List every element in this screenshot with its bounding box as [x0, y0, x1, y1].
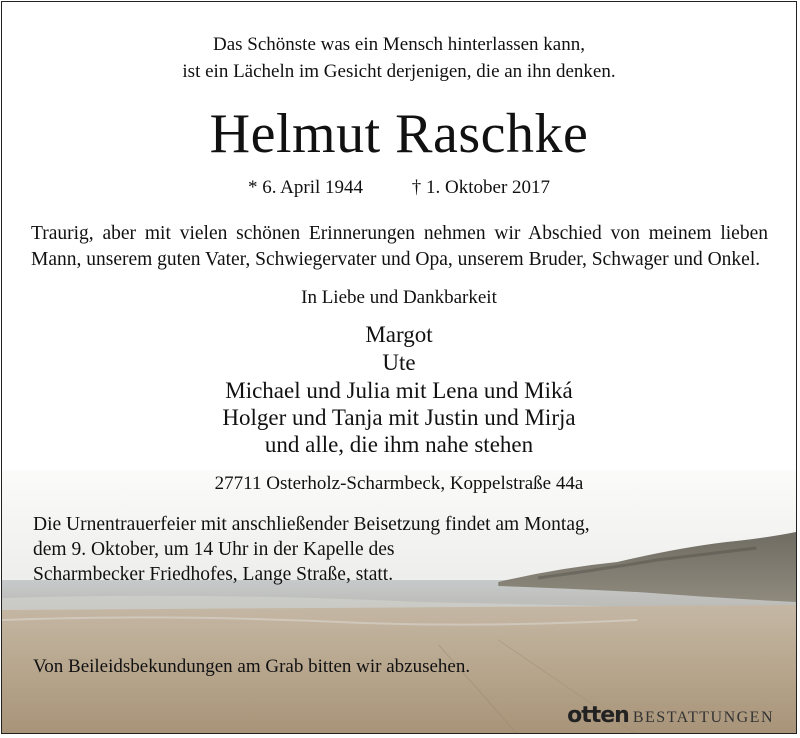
ceremony-line: Die Urnentrauerfeier mit anschließender Beisetzung findet am Montag,: [33, 514, 590, 535]
memorial-quote-line-2: ist ein Lächeln im Gesicht derjenigen, die an ihn denken.: [182, 61, 616, 82]
beach-dunes-photo: [2, 470, 796, 734]
logo-text: BESTATTUNGEN: [632, 709, 774, 726]
life-dates: [2, 177, 796, 199]
beach-landscape-image: [2, 470, 796, 734]
condolence-note: Von Beileidsbekundungen am Grab bitten wir abzusehen.: [33, 656, 471, 677]
obituary-notice: [1, 1, 797, 734]
memorial-quote-line-1: Das Schönste was ein Mensch hinterlassen kann,: [212, 34, 585, 55]
family-member: Michael und Julia mit Lena und Miká: [225, 378, 573, 403]
ceremony-line: dem 9. Oktober, um 14 Uhr in der Kapelle des: [33, 539, 395, 560]
death-date: † 1. Oktober 2017: [411, 177, 551, 198]
logo-wordmark: otten: [567, 703, 629, 728]
family-address: 27711 Osterholz-Scharmbeck, Koppelstraße 44a: [214, 473, 584, 494]
family-member: und alle, die ihm nahe stehen: [264, 432, 534, 457]
family-member: Margot: [365, 322, 433, 347]
closing-line: In Liebe und Dankbarkeit: [301, 287, 497, 308]
funeral-home-logo: [567, 703, 774, 728]
family-member: Holger und Tanja mit Justin und Mirja: [222, 405, 576, 430]
ceremony-line: Scharmbecker Friedhofes, Lange Straße, statt.: [33, 564, 394, 585]
farewell-message: Traurig, aber mit vielen schönen Erinnerungen nehmen wir Abschied von meinem lieben Mann, unserem guten Vater, Schwiegervater und Opa, unserem Bruder, Schwager und Onkel.: [31, 223, 768, 270]
deceased-name: Helmut Raschke: [209, 103, 589, 165]
birth-date: * 6. April 1944: [247, 177, 364, 198]
family-member: Ute: [382, 350, 416, 375]
